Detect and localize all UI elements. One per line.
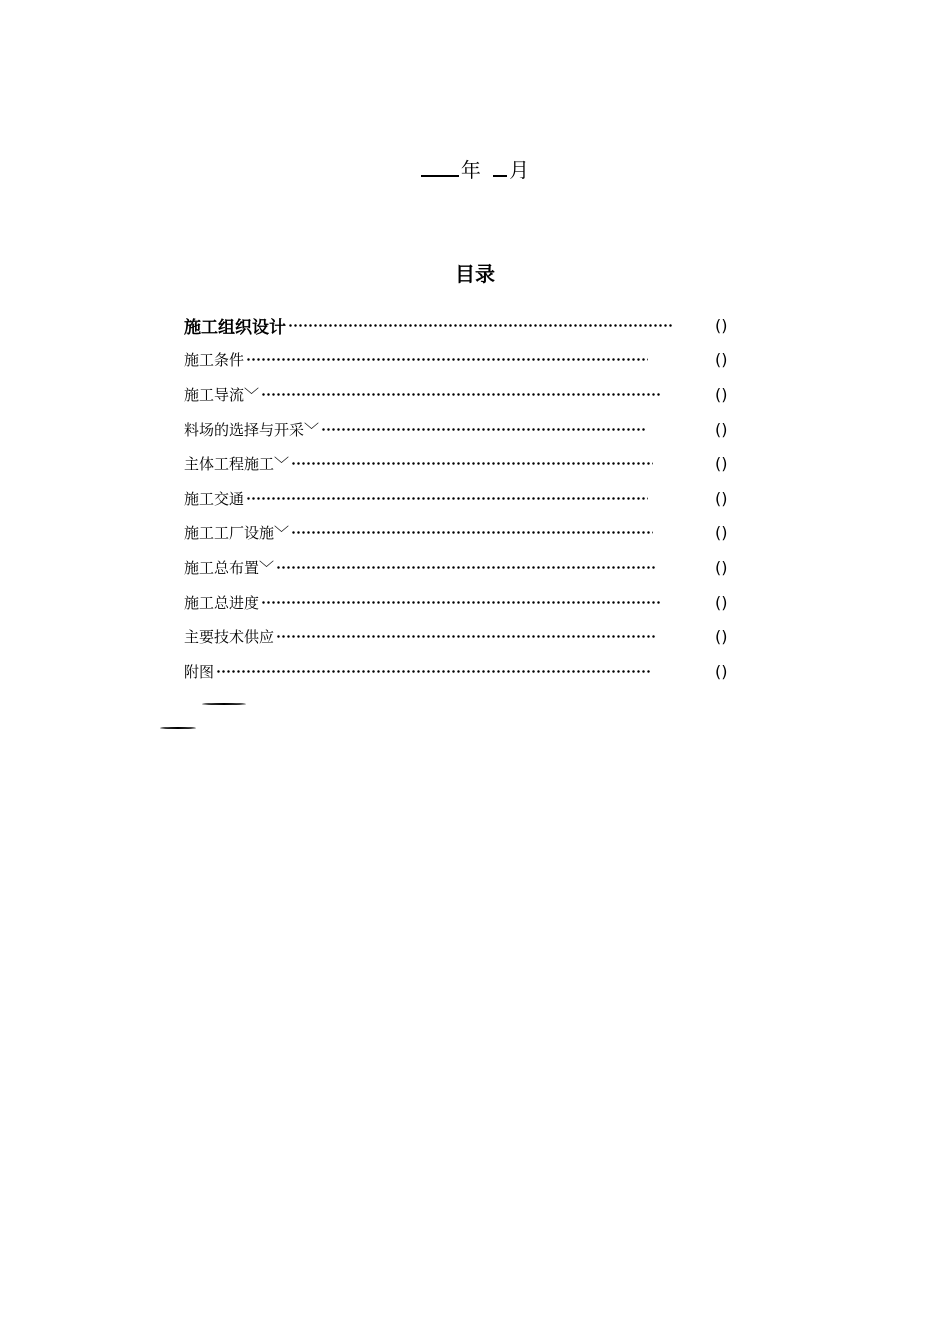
toc-item-label: 施工工厂设施﹀ — [184, 524, 290, 543]
toc-item-page: () — [715, 627, 728, 647]
toc-item[interactable] — [184, 585, 744, 620]
toc-item-page: () — [715, 419, 728, 439]
month-blank — [493, 159, 507, 177]
year-label: 年 — [460, 158, 481, 182]
toc-item-page: () — [715, 315, 728, 335]
toc-item[interactable] — [184, 377, 744, 412]
toc-item[interactable] — [184, 619, 744, 654]
dot-leader — [291, 531, 653, 534]
toc-item[interactable] — [184, 446, 744, 481]
toc-item-page: () — [715, 661, 728, 681]
stray-mark — [160, 727, 196, 729]
toc-item-label: 施工组织设计 — [184, 317, 286, 338]
toc-item-label: 主要技术供应 — [184, 628, 275, 647]
toc-item[interactable] — [184, 412, 744, 447]
toc-item-page: () — [715, 592, 728, 612]
dot-leader — [246, 358, 648, 361]
dot-leader — [261, 601, 661, 604]
toc-item-label: 附图 — [184, 662, 215, 681]
toc-item-page: () — [715, 350, 728, 370]
toc-item-page: () — [715, 384, 728, 404]
stray-mark — [202, 703, 246, 705]
toc-item-page: () — [715, 557, 728, 577]
toc-item-page: () — [715, 523, 728, 543]
year-blank — [421, 159, 459, 177]
toc-item-label: 施工总布置﹀ — [184, 558, 275, 577]
toc-item-label: 主体工程施工﹀ — [184, 455, 290, 474]
toc-item-label: 料场的选择与开采﹀ — [184, 420, 320, 439]
table-of-contents — [184, 308, 744, 689]
dot-leader — [261, 393, 661, 396]
toc-item-page: () — [715, 488, 728, 508]
toc-item[interactable] — [184, 654, 744, 689]
toc-item[interactable] — [184, 481, 744, 516]
toc-item-label: 施工导流﹀ — [184, 385, 260, 404]
dot-leader — [216, 670, 652, 673]
month-label: 月 — [509, 158, 530, 182]
dot-leader — [276, 635, 656, 638]
toc-item[interactable] — [184, 343, 744, 378]
dot-leader — [246, 497, 648, 500]
dot-leader — [276, 566, 656, 569]
toc-item-page: () — [715, 454, 728, 474]
toc-item[interactable] — [184, 516, 744, 551]
toc-item[interactable] — [184, 550, 744, 585]
toc-title: 目录 — [455, 262, 495, 286]
toc-item-label: 施工条件 — [184, 351, 245, 370]
dot-leader — [321, 428, 646, 431]
dot-leader — [288, 324, 672, 327]
dot-leader — [291, 462, 653, 465]
toc-item-label: 施工总进度 — [184, 593, 260, 612]
toc-item[interactable] — [184, 308, 744, 343]
date-line — [0, 154, 950, 183]
toc-item-label: 施工交通 — [184, 489, 245, 508]
